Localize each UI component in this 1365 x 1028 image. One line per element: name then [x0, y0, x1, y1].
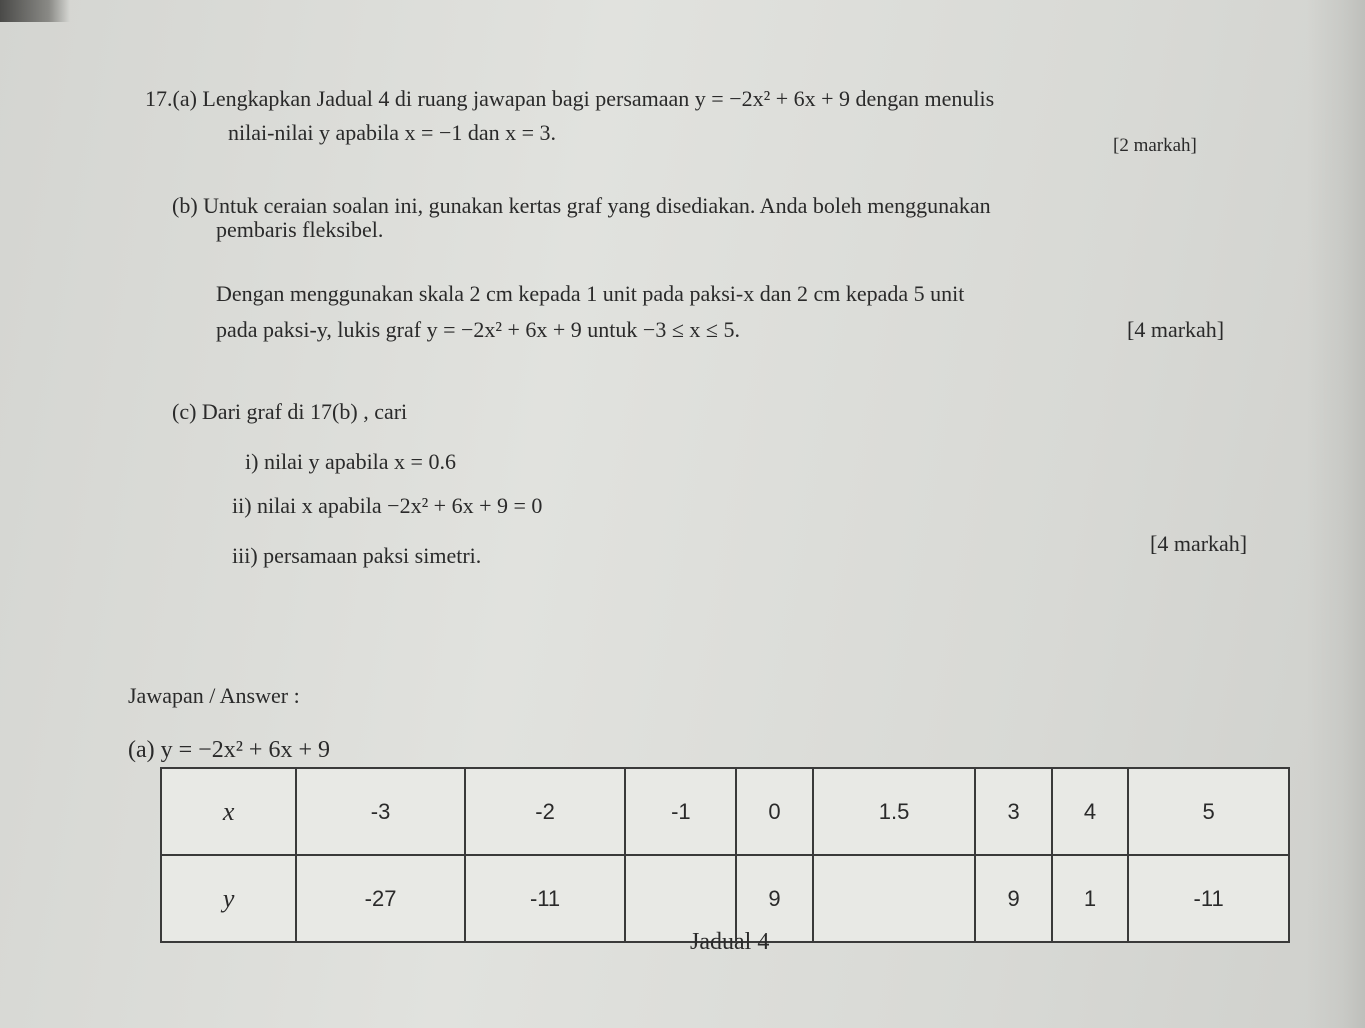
question-c-line1: (c) Dari graf di 17(b) , cari [172, 399, 408, 424]
table-cell: -3 [296, 768, 464, 855]
answer-equation: (a) y = −2x² + 6x + 9 [128, 737, 330, 763]
table-cell: -1 [625, 768, 736, 855]
table-row-x [161, 768, 1289, 855]
table-header-y: y [161, 855, 296, 942]
table-cell: 1 [1052, 855, 1128, 942]
answer-heading: Jawapan / Answer : [128, 683, 300, 708]
table-caption: Jadual 4 [690, 929, 770, 955]
table-cell: 0 [736, 768, 812, 855]
table-cell-blank[interactable] [813, 855, 976, 942]
table-cell: 5 [1128, 768, 1289, 855]
question-c-part-ii: ii) nilai x apabila −2x² + 6x + 9 = 0 [232, 493, 543, 518]
table-cell: 9 [975, 855, 1051, 942]
table-cell: -11 [1128, 855, 1289, 942]
question-c-marks: [4 markah] [1150, 531, 1248, 556]
question-a-line2: nilai-nilai y apabila x = −1 dan x = 3. [228, 120, 557, 145]
question-b-marks: [4 markah] [1127, 317, 1225, 342]
table-header-x: x [161, 768, 296, 855]
question-b-line4: pada paksi-y, lukis graf y = −2x² + 6x + 9 untuk −3 ≤ x ≤ 5. [216, 317, 740, 342]
photo-corner-shadow [0, 0, 70, 22]
table-cell: 1.5 [813, 768, 976, 855]
question-b-line1: (b) Untuk ceraian soalan ini, gunakan kertas graf yang disediakan. Anda boleh menggunakan [172, 193, 991, 218]
table-cell: 4 [1052, 768, 1128, 855]
table-cell: 3 [975, 768, 1051, 855]
question-a-line1: 17.(a) Lengkapkan Jadual 4 di ruang jawapan bagi persamaan y = −2x² + 6x + 9 dengan menulis [145, 86, 995, 111]
table-cell: -2 [465, 768, 626, 855]
question-b-line3: Dengan menggunakan skala 2 cm kepada 1 unit pada paksi-x dan 2 cm kepada 5 unit [216, 281, 965, 306]
question-a-marks: [2 markah] [1113, 135, 1197, 156]
table-cell: -11 [465, 855, 626, 942]
table-cell: 9 [736, 855, 812, 942]
question-b-line2: pembaris fleksibel. [216, 217, 384, 242]
question-c-part-iii: iii) persamaan paksi simetri. [232, 543, 482, 568]
table-cell: -27 [296, 855, 464, 942]
answer-table [160, 767, 1290, 943]
question-c-part-i: i) nilai y apabila x = 0.6 [245, 449, 456, 474]
page-edge-shadow [1307, 0, 1365, 1028]
